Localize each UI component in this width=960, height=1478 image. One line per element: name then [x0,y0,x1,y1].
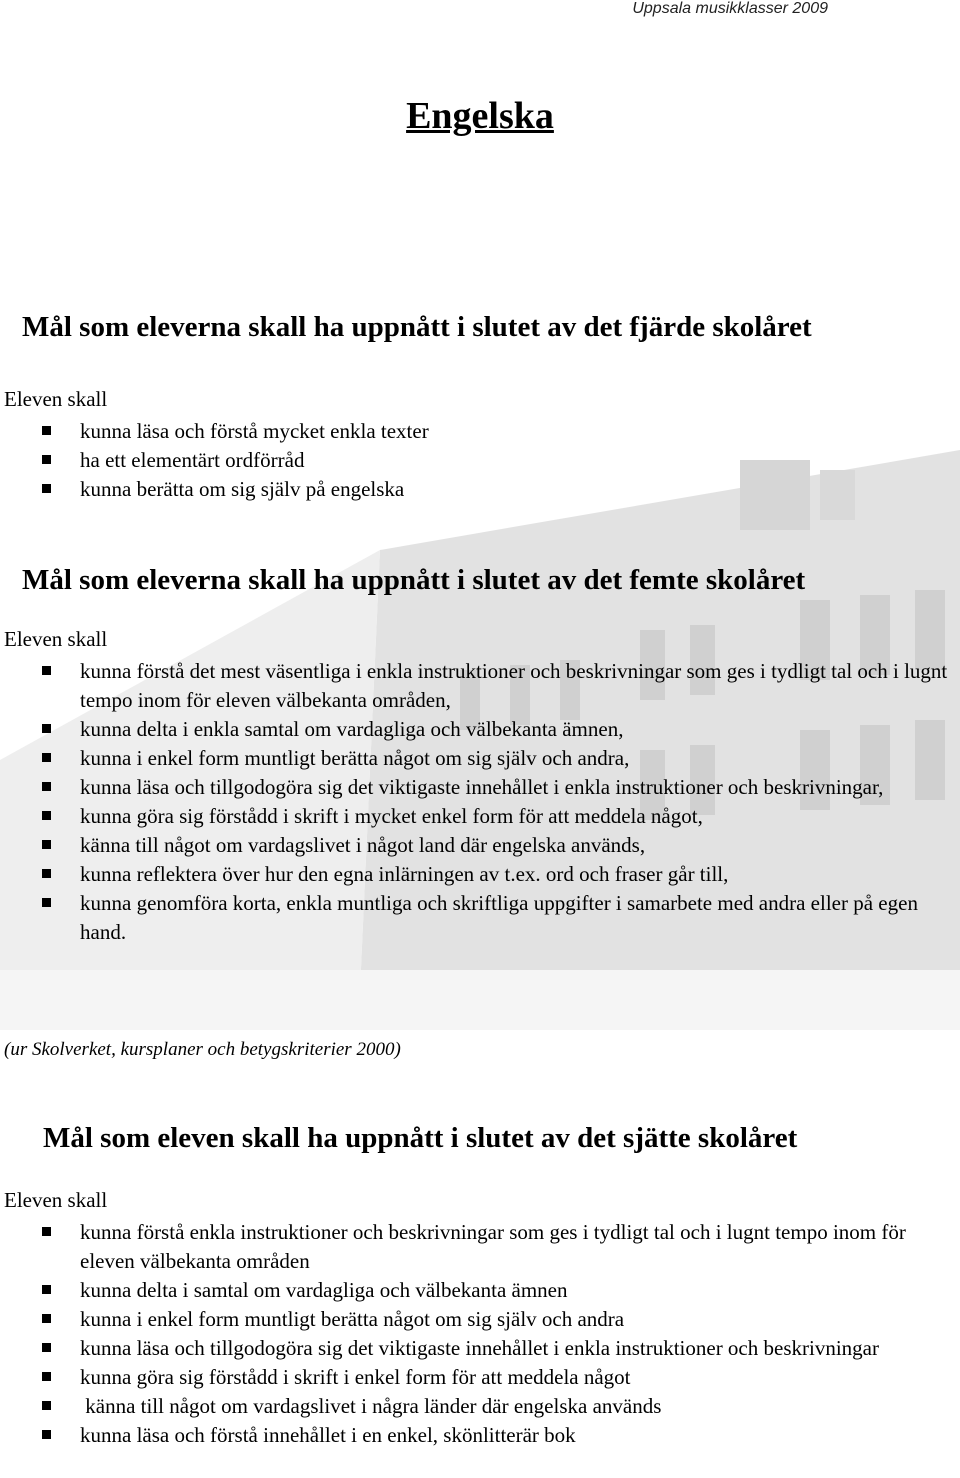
goal-list-grade5 [0,657,958,947]
list-item: kunna reflektera över hur den egna inlärningen av t.ex. ord och fraser går till, [0,860,958,889]
list-item: kunna delta i samtal om vardagliga och välbekanta ämnen [0,1276,940,1305]
list-item: känna till något om vardagslivet i något land där engelska används, [0,831,958,860]
document-title: Engelska [406,95,554,137]
list-item: kunna göra sig förstådd i skrift i mycket enkel form för att meddela något, [0,802,958,831]
list-item: kunna läsa och förstå mycket enkla texter [0,417,700,446]
list-item: kunna delta i enkla samtal om vardagliga och välbekanta ämnen, [0,715,958,744]
section-heading-grade6: Mål som eleven skall ha uppnått i slutet av det sjätte skolåret [43,1122,798,1154]
section-heading-grade4: Mål som eleverna skall ha uppnått i slutet av det fjärde skolåret [22,311,812,343]
list-item: kunna förstå enkla instruktioner och beskrivningar som ges i tydligt tal och i lugnt tempo inom för eleven välbekanta områden [0,1218,940,1276]
list-item: ha ett elementärt ordförråd [0,446,700,475]
goal-list-grade6 [0,1218,940,1450]
source-citation: (ur Skolverket, kursplaner och betygskriterier 2000) [4,1039,401,1060]
section-intro-grade6: Eleven skall [4,1188,108,1212]
list-item: kunna läsa och tillgodogöra sig det viktigaste innehållet i enkla instruktioner och beskrivningar [0,1334,940,1363]
section-heading-grade5: Mål som eleverna skall ha uppnått i slutet av det femte skolåret [22,564,806,596]
list-item: kunna genomföra korta, enkla muntliga och skriftliga uppgifter i samarbete med andra eller på egen hand. [0,889,958,947]
list-item: kunna läsa och förstå innehållet i en enkel, skönlitterär bok [0,1421,940,1450]
list-item: kunna förstå det mest väsentliga i enkla instruktioner och beskrivningar som ges i tydligt tal och i lugnt tempo inom för eleven välbekanta områden, [0,657,958,715]
list-item: kunna i enkel form muntligt berätta något om sig själv och andra [0,1305,940,1334]
list-item: kunna läsa och tillgodogöra sig det viktigaste innehållet i enkla instruktioner och beskrivningar, [0,773,958,802]
header-note: Uppsala musikklasser 2009 [632,0,828,17]
list-item: kunna berätta om sig själv på engelska [0,475,700,504]
goal-list-grade4 [0,417,700,504]
list-item: kunna göra sig förstådd i skrift i enkel form för att meddela något [0,1363,940,1392]
section-intro-grade5: Eleven skall [4,627,108,651]
list-item: kunna i enkel form muntligt berätta något om sig själv och andra, [0,744,958,773]
list-item: känna till något om vardagslivet i några länder där engelska används [0,1392,940,1421]
section-intro-grade4: Eleven skall [4,387,108,411]
